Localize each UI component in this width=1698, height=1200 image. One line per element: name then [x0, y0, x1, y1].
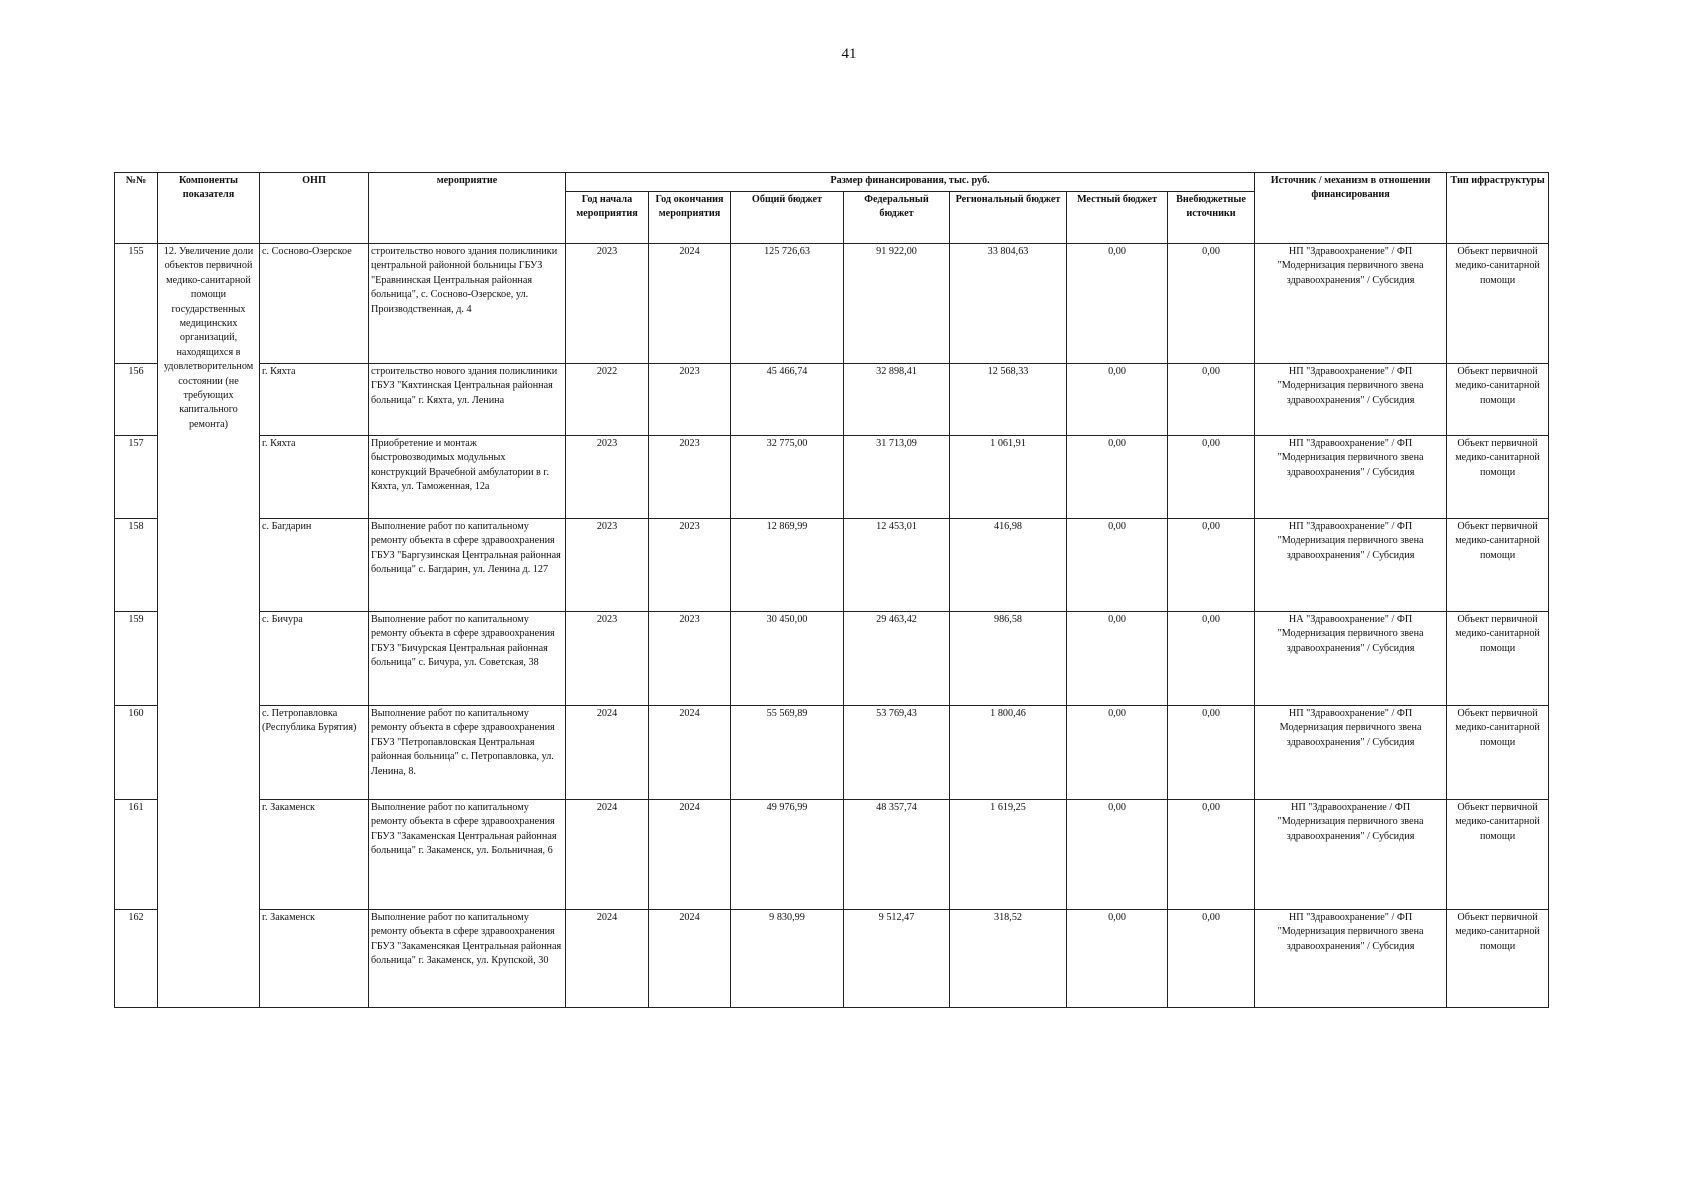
row-source: НП "Здравоохранение" / ФП Модернизация первичного звена здравоохранения" / Субсидия: [1255, 706, 1447, 800]
table-row: [115, 800, 1549, 910]
page-number: 41: [841, 46, 857, 62]
row-total: 125 726,63: [731, 244, 844, 364]
header-federal-budget: Федеральный бюджет: [844, 192, 950, 244]
row-start-year: 2023: [566, 612, 649, 706]
row-infra: Объект первичной медико-санитарной помощи: [1447, 364, 1549, 436]
row-source: НП "Здравоохранение / ФП "Модернизация первичного звена здравоохранения" / Субсидия: [1255, 800, 1447, 910]
row-event: Выполнение работ по капитальному ремонту объекта в сфере здравоохранения ГБУЗ "Бичурская Центральная районная больница" с. Бичура, ул. Советская, 38: [369, 612, 566, 706]
row-extra: 0,00: [1168, 364, 1255, 436]
row-num: 155: [115, 244, 158, 364]
row-local: 0,00: [1067, 910, 1168, 1008]
row-num: 161: [115, 800, 158, 910]
row-start-year: 2024: [566, 800, 649, 910]
component-cell: 12. Увеличение доли объектов первичной медико-санитарной помощи государственных медицинских организаций, находящихся в удовлетворительном состоянии (не требующих капитального ремонта): [158, 244, 260, 1008]
row-total: 12 869,99: [731, 519, 844, 612]
row-onp: г. Закаменск: [260, 910, 369, 1008]
row-federal: 29 463,42: [844, 612, 950, 706]
row-end-year: 2023: [649, 364, 731, 436]
table-row: [115, 364, 1549, 436]
row-event: Выполнение работ по капитальному ремонту объекта в сфере здравоохранения ГБУЗ "Закаменсякая Центральная районная больница" г. Закаменск, ул. Крупской, 30: [369, 910, 566, 1008]
financing-table: [114, 172, 1549, 1008]
row-start-year: 2023: [566, 519, 649, 612]
row-regional: 986,58: [950, 612, 1067, 706]
row-num: 157: [115, 436, 158, 519]
row-event: Выполнение работ по капитальному ремонту объекта в сфере здравоохранения ГБУЗ "Закаменская Центральная районная больница" г. Закаменск, ул. Больничная, 6: [369, 800, 566, 910]
row-federal: 48 357,74: [844, 800, 950, 910]
row-onp: с. Бичура: [260, 612, 369, 706]
row-num: 162: [115, 910, 158, 1008]
row-infra: Объект первичной медико-санитарной помощи: [1447, 436, 1549, 519]
row-extra: 0,00: [1168, 612, 1255, 706]
row-local: 0,00: [1067, 612, 1168, 706]
header-extra-budget: Внебюджетные источники: [1168, 192, 1255, 244]
row-federal: 31 713,09: [844, 436, 950, 519]
row-regional: 416,98: [950, 519, 1067, 612]
row-infra: Объект первичной медико-санитарной помощи: [1447, 706, 1549, 800]
row-local: 0,00: [1067, 436, 1168, 519]
row-extra: 0,00: [1168, 436, 1255, 519]
row-source: НП "Здравоохранение" / ФП "Модернизация первичного звена здравоохранения" / Субсидия: [1255, 436, 1447, 519]
table-row: [115, 244, 1549, 364]
row-local: 0,00: [1067, 706, 1168, 800]
row-num: 159: [115, 612, 158, 706]
row-federal: 53 769,43: [844, 706, 950, 800]
row-start-year: 2024: [566, 706, 649, 800]
row-regional: 1 800,46: [950, 706, 1067, 800]
row-federal: 32 898,41: [844, 364, 950, 436]
header-source: Источник / механизм в отношении финансирования: [1255, 173, 1447, 244]
row-end-year: 2024: [649, 910, 731, 1008]
row-end-year: 2023: [649, 436, 731, 519]
row-local: 0,00: [1067, 364, 1168, 436]
header-end-year: Год окончания мероприятия: [649, 192, 731, 244]
row-total: 32 775,00: [731, 436, 844, 519]
row-onp: г. Кяхта: [260, 364, 369, 436]
header-financing: Размер финансирования, тыс. руб.: [566, 173, 1255, 192]
row-infra: Объект первичной медико-санитарной помощи: [1447, 612, 1549, 706]
row-extra: 0,00: [1168, 519, 1255, 612]
header-num: №№: [115, 173, 158, 244]
row-regional: 1 619,25: [950, 800, 1067, 910]
table-row: [115, 519, 1549, 612]
row-onp: с. Петропавловка (Республика Бурятия): [260, 706, 369, 800]
row-num: 156: [115, 364, 158, 436]
row-total: 55 569,89: [731, 706, 844, 800]
row-end-year: 2024: [649, 706, 731, 800]
row-event: Выполнение работ по капитальному ремонту объекта в сфере здравоохранения ГБУЗ "Баргузинская Центральная районная больница" с. Багдарин, ул. Ленина д. 127: [369, 519, 566, 612]
row-event: Приобретение и монтаж быстровозводимых модульных конструкций Врачебной амбулатории в г. Кяхта, ул. Таможенная, 12а: [369, 436, 566, 519]
header-onp: ОНП: [260, 173, 369, 244]
row-source: НП "Здравоохранение" / ФП "Модернизация первичного звена здравоохранения" / Субсидия: [1255, 364, 1447, 436]
header-start-year: Год начала мероприятия: [566, 192, 649, 244]
row-num: 158: [115, 519, 158, 612]
row-event: Выполнение работ по капитальному ремонту объекта в сфере здравоохранения ГБУЗ "Петропавловская Центральная районная больница" с. Петропавловка, ул. Ленина, 8.: [369, 706, 566, 800]
header-event: мероприятие: [369, 173, 566, 244]
row-federal: 91 922,00: [844, 244, 950, 364]
row-regional: 12 568,33: [950, 364, 1067, 436]
row-local: 0,00: [1067, 244, 1168, 364]
row-infra: Объект первичной медико-санитарной помощи: [1447, 519, 1549, 612]
row-end-year: 2023: [649, 612, 731, 706]
row-onp: с. Багдарин: [260, 519, 369, 612]
header-component: Компоненты показателя: [158, 173, 260, 244]
row-regional: 1 061,91: [950, 436, 1067, 519]
row-onp: г. Кяхта: [260, 436, 369, 519]
row-event: строительство нового здания поликлиники ГБУЗ "Кяхтинская Центральная районная больница" г. Кяхта, ул. Ленина: [369, 364, 566, 436]
table-row: [115, 436, 1549, 519]
table-row: [115, 910, 1549, 1008]
header-local-budget: Местный бюджет: [1067, 192, 1168, 244]
row-end-year: 2024: [649, 800, 731, 910]
row-extra: 0,00: [1168, 800, 1255, 910]
row-source: НП "Здравоохранение" / ФП "Модернизация первичного звена здравоохранения" / Субсидия: [1255, 910, 1447, 1008]
row-num: 160: [115, 706, 158, 800]
row-federal: 12 453,01: [844, 519, 950, 612]
row-infra: Объект первичной медико-санитарной помощи: [1447, 800, 1549, 910]
row-onp: с. Сосново-Озерское: [260, 244, 369, 364]
row-source: НП "Здравоохранение" / ФП "Модернизация первичного звена здравоохранения" / Субсидия: [1255, 519, 1447, 612]
row-total: 9 830,99: [731, 910, 844, 1008]
row-end-year: 2024: [649, 244, 731, 364]
row-extra: 0,00: [1168, 244, 1255, 364]
row-end-year: 2023: [649, 519, 731, 612]
row-local: 0,00: [1067, 800, 1168, 910]
row-regional: 318,52: [950, 910, 1067, 1008]
row-start-year: 2022: [566, 364, 649, 436]
row-extra: 0,00: [1168, 706, 1255, 800]
row-onp: г. Закаменск: [260, 800, 369, 910]
table-row: [115, 706, 1549, 800]
row-infra: Объект первичной медико-санитарной помощи: [1447, 910, 1549, 1008]
header-total-budget: Общий бюджет: [731, 192, 844, 244]
row-source: НА "Здравоохранение" / ФП "Модернизация первичного звена здравоохранения" / Субсидия: [1255, 612, 1447, 706]
row-extra: 0,00: [1168, 910, 1255, 1008]
row-source: НП "Здравоохранение" / ФП "Модернизация первичного звена здравоохранения" / Субсидия: [1255, 244, 1447, 364]
row-total: 45 466,74: [731, 364, 844, 436]
row-start-year: 2023: [566, 244, 649, 364]
row-local: 0,00: [1067, 519, 1168, 612]
row-total: 49 976,99: [731, 800, 844, 910]
row-start-year: 2023: [566, 436, 649, 519]
row-event: строительство нового здания поликлиники центральной районной больницы ГБУЗ "Еравнинская Центральная районная больница", с. Сосново-Озерское, ул. Производственная, д. 4: [369, 244, 566, 364]
header-regional-budget: Региональный бюджет: [950, 192, 1067, 244]
row-federal: 9 512,47: [844, 910, 950, 1008]
row-total: 30 450,00: [731, 612, 844, 706]
table-row: [115, 612, 1549, 706]
row-infra: Объект первичной медико-санитарной помощи: [1447, 244, 1549, 364]
row-regional: 33 804,63: [950, 244, 1067, 364]
row-start-year: 2024: [566, 910, 649, 1008]
header-infra: Тип ифраструктуры: [1447, 173, 1549, 244]
